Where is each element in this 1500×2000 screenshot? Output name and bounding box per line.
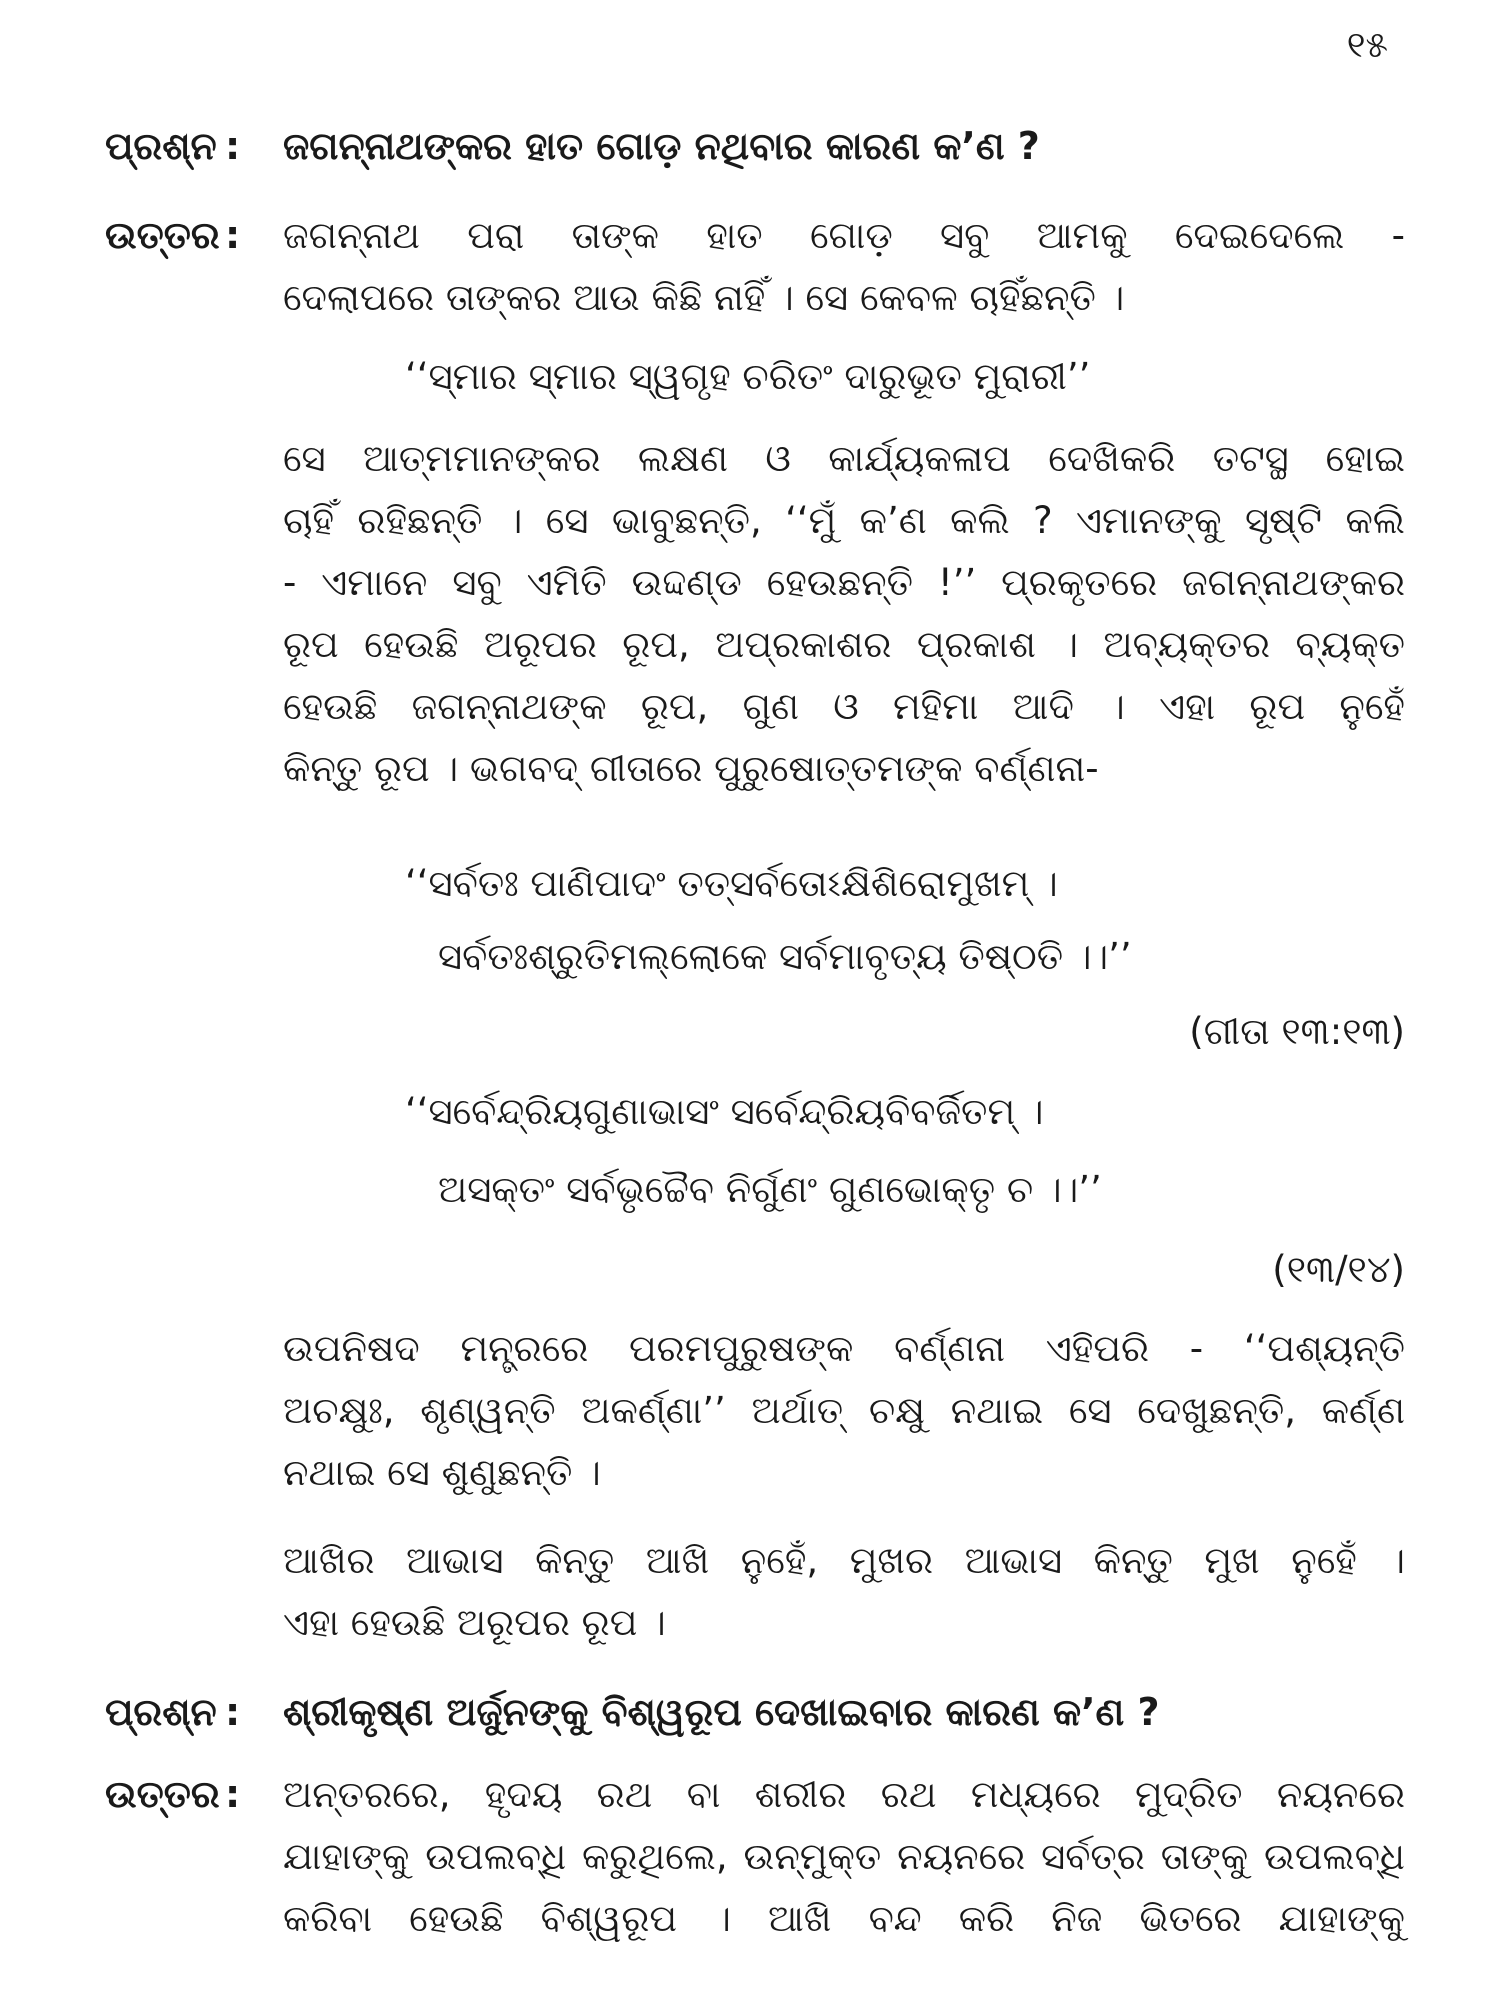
verse-reference: (୧୩/୧୪) xyxy=(1272,1248,1405,1291)
answer-2-lines xyxy=(283,1764,1405,1950)
paragraph-line: ସେ ଆତ୍ମମାନଙ୍କର ଲକ୍ଷଣ ଓ କାର୍ଯ୍ୟକଳାପ ଦେଖିକରି ତଟସ୍ଥ ହୋଇ xyxy=(283,437,1405,480)
paragraph-line: ରୂପ ହେଉଛି ଅରୂପର ରୂପ, ଅପ୍ରକାଶର ପ୍ରକାଶ । ଅବ୍ୟକ୍ତର ବ୍ୟକ୍ତ xyxy=(283,623,1405,666)
paragraph-line: ଆଖିର ଆଭାସ କିନ୍ତୁ ଆଖି ନୁହେଁ, ମୁଖର ଆଭାସ କିନ୍ତୁ ମୁଖ ନୁହେଁ । xyxy=(283,1539,1405,1582)
quote-line: ‘‘ସ୍ମାର ସ୍ମାର ସ୍ୱଗୃହ ଚରିତଂ ଦାରୁଭୂତ ମୁରାରୀ’’ xyxy=(405,355,1091,398)
paragraph-2 xyxy=(283,1318,1405,1504)
paragraph-line: ଚାହିଁ ରହିଛନ୍ତି । ସେ ଭାବୁଛନ୍ତି, ‘‘ମୁଁ କ’ଣ କଲି ? ଏମାନଙ୍କୁ ସୃଷ୍ଟି କଲି xyxy=(283,499,1405,542)
page-number: ୧୫ xyxy=(1346,25,1388,66)
answer-line: ଯାହାଙ୍କୁ ଉପଲବ୍ଧି କରୁଥିଲେ, ଉନ୍ମୁକ୍ତ ନୟନରେ ସର୍ବତ୍ର ତାଙ୍କୁ ଉପଲବ୍ଧି xyxy=(283,1835,1405,1878)
paragraph-line: ଏହା ହେଉଛି ଅରୂପର ରୂପ । xyxy=(283,1601,666,1644)
question-label: ପ୍ରଶ୍ନ xyxy=(105,124,217,168)
question-colon: : xyxy=(225,124,241,168)
question-colon: : xyxy=(225,1690,241,1734)
paragraph-line: ହେଉଛି ଜଗନ୍ନାଥଙ୍କ ରୂପ, ଗୁଣ ଓ ମହିମା ଆଦି । ଏହା ରୂପ ନୁହେଁ xyxy=(283,685,1405,728)
verse-reference: (ଗୀତା ୧୩:୧୩) xyxy=(1189,1010,1405,1053)
question-label: ପ୍ରଶ୍ନ xyxy=(105,1690,217,1734)
answer-line: ଅନ୍ତରରେ, ହୃଦୟ ରଥ ବା ଶରୀର ରଥ ମଧ୍ୟରେ ମୁଦ୍ରିତ ନୟନରେ xyxy=(283,1773,1405,1816)
verse-line: ‘‘ସର୍ବେନ୍ଦ୍ରିୟଗୁଣାଭାସଂ ସର୍ବେନ୍ଦ୍ରିୟବିବର୍ଜିତମ୍ । xyxy=(405,1090,1044,1133)
paragraph-3 xyxy=(283,1530,1405,1654)
paragraph-line: କିନ୍ତୁ ରୂପ । ଭଗବଦ୍ ଗୀତାରେ ପୁରୁଷୋତ୍ତମଙ୍କ ବର୍ଣ୍ଣନା- xyxy=(283,747,1099,790)
verse-line: ସର୍ବତଃଶ୍ରୁତିମଲ୍ଲୋକେ ସର୍ବମାବୃତ୍ୟ ତିଷ୍ଠତି ।।’’ xyxy=(438,935,1132,978)
paragraph-line: - ଏମାନେ ସବୁ ଏମିତି ଉଦ୍ଦଣ୍ଡ ହେଉଛନ୍ତି !’’ ପ୍ରକୃତରେ ଜଗନ୍ନାଥଙ୍କର xyxy=(283,561,1405,604)
answer-colon: : xyxy=(225,1772,241,1816)
paragraph-line: ନଥାଇ ସେ ଶୁଣୁଛନ୍ତି । xyxy=(283,1451,601,1494)
answer-line: ଜଗନ୍ନାଥ ପରା ତାଙ୍କ ହାତ ଗୋଡ଼ ସବୁ ଆମକୁ ଦେଇଦେଲେ - xyxy=(283,214,1405,257)
answer-line: କରିବା ହେଉଛି ବିଶ୍ୱରୂପ । ଆଖି ବନ୍ଦ କରି ନିଜ ଭିତରେ ଯାହାଙ୍କୁ xyxy=(283,1897,1405,1940)
answer-colon: : xyxy=(225,213,241,257)
answer-1-lines xyxy=(283,205,1405,329)
paragraph-line: ଅଚକ୍ଷୁଃ, ଶୃଣ୍ୱନ୍ତି ଅକର୍ଣ୍ଣା’’ ଅର୍ଥାତ୍ ଚକ୍ଷୁ ନଥାଇ ସେ ଦେଖୁଛନ୍ତି, କର୍ଣ୍ଣ xyxy=(283,1389,1405,1432)
verse-line: ଅସକ୍ତଂ ସର୍ବଭୃଚ୍ଚୈବ ନିର୍ଗୁଣଂ ଗୁଣଭୋକ୍ତୃ ଚ ।।’’ xyxy=(438,1168,1102,1211)
question-2-text: ଶ୍ରୀକୃଷ୍ଣ ଅର୍ଜୁନଙ୍କୁ ବିଶ୍ୱରୂପ ଦେଖାଇବାର କାରଣ କ’ଣ ? xyxy=(283,1690,1160,1734)
answer-line: ଦେଲାପରେ ତାଙ୍କର ଆଉ କିଛି ନାହିଁ । ସେ କେବଳ ଚାହିଁଛନ୍ତି । xyxy=(283,276,1125,319)
paragraph-1 xyxy=(283,428,1405,800)
answer-label: ଉତ୍ତର xyxy=(105,1772,220,1816)
question-1-text: ଜଗନ୍ନାଥଙ୍କର ହାତ ଗୋଡ଼ ନଥିବାର କାରଣ କ’ଣ ? xyxy=(283,124,1040,168)
verse-line: ‘‘ସର୍ବତଃ ପାଣିପାଦଂ ତତ୍ସର୍ବତୋଽକ୍ଷିଶିରୋମୁଖମ୍ । xyxy=(405,862,1058,905)
paragraph-line: ଉପନିଷଦ ମନ୍ତ୍ରରେ ପରମପୁରୁଷଙ୍କ ବର୍ଣ୍ଣନା ଏହିପରି - ‘‘ପଶ୍ୟନ୍ତି xyxy=(283,1327,1405,1370)
answer-label: ଉତ୍ତର xyxy=(105,213,220,257)
